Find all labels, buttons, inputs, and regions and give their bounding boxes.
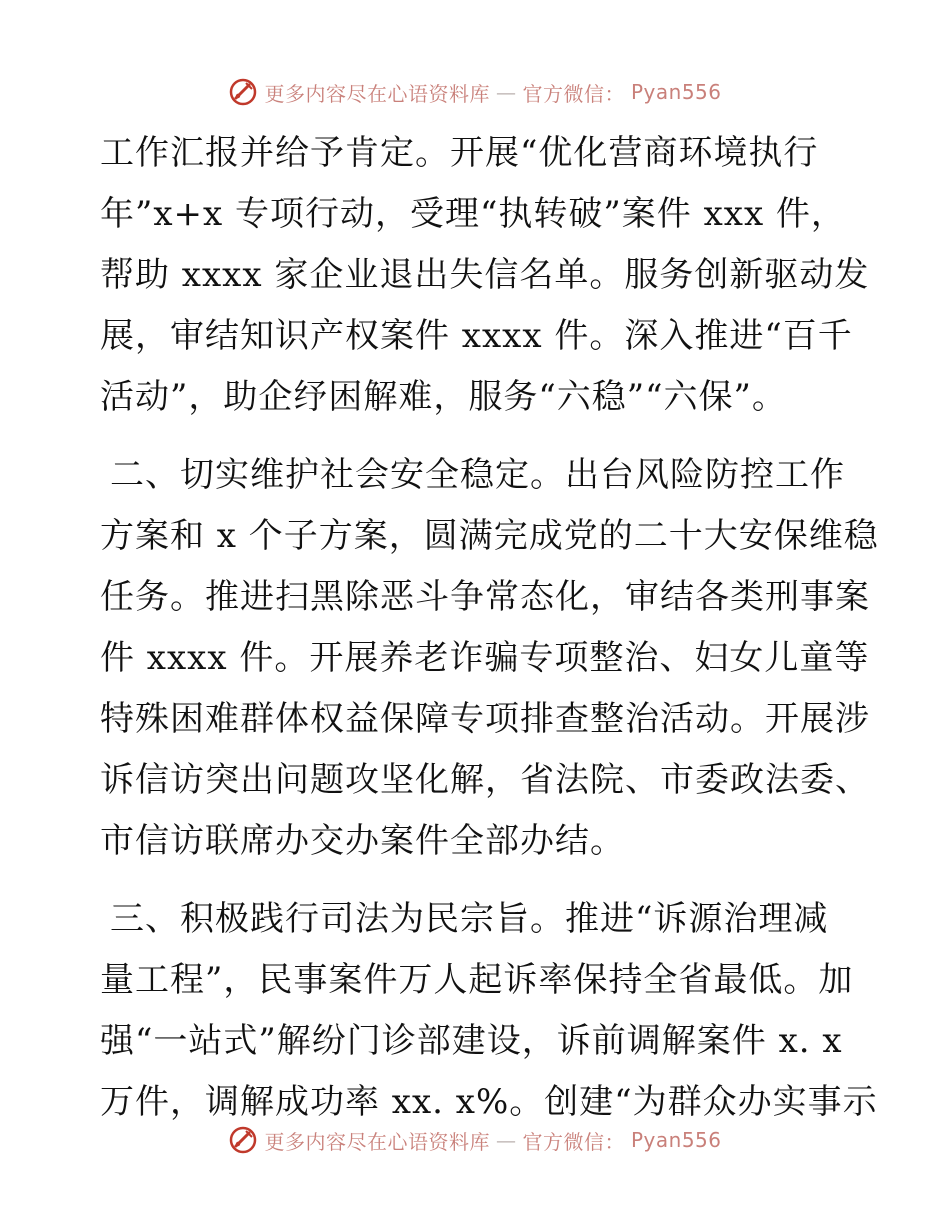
- text-line: 件 xxxx 件。开展养老诈骗专项整治、妇女儿童等: [100, 638, 870, 678]
- text-line: 方案和 x 个子方案，圆满完成党的二十大安保维稳: [100, 516, 879, 556]
- footer-watermark: [0, 1120, 950, 1160]
- logo-icon: [228, 1125, 258, 1155]
- text-line: 诉信访突出问题攻坚化解，省法院、市委政法委、: [100, 760, 870, 800]
- watermark-dash: —: [495, 1128, 517, 1152]
- watermark-label: 官方微信：: [522, 81, 625, 106]
- text-line: 特殊困难群体权益保障专项排查整治活动。开展涉: [100, 699, 870, 739]
- watermark-text: 更多内容尽在心语资料库: [264, 1129, 490, 1154]
- text-line: 年”x+x 专项行动，受理“执转破”案件 xxx 件，: [100, 194, 846, 234]
- watermark-wechat-id: Pyan556: [630, 1128, 722, 1152]
- paragraph-1: [100, 123, 870, 428]
- text-line: 万件，调解成功率 xx. x%。创建“为群众办实事示: [100, 1082, 878, 1122]
- watermark-wechat-id: Pyan556: [630, 80, 722, 104]
- text-line: 活动”，助企纾困解难，服务“六稳”“六保”。: [100, 377, 787, 417]
- logo-icon: [228, 77, 258, 107]
- text-line: 工作汇报并给予肯定。开展“优化营商环境执行: [100, 133, 819, 173]
- document-body: [100, 123, 879, 1133]
- text-line: 展，审结知识产权案件 xxxx 件。深入推进“百千: [100, 316, 853, 356]
- text-line: 任务。推进扫黑除恶斗争常态化，审结各类刑事案: [100, 577, 870, 617]
- text-line: 量工程”，民事案件万人起诉率保持全省最低。加: [100, 960, 854, 1000]
- text-line: 帮助 xxxx 家企业退出失信名单。服务创新驱动发: [100, 255, 870, 295]
- text-line: 市信访联席办交办案件全部办结。: [100, 821, 625, 861]
- watermark-text: 更多内容尽在心语资料库: [264, 81, 490, 106]
- paragraph-2: [100, 445, 879, 872]
- header-watermark: [0, 72, 950, 112]
- watermark-label: 官方微信：: [522, 1129, 625, 1154]
- watermark-dash: —: [495, 80, 517, 104]
- text-line: 强“一站式”解纷门诊部建设，诉前调解案件 x. x: [100, 1021, 843, 1061]
- text-line: 三、积极践行司法为民宗旨。推进“诉源治理减: [110, 899, 829, 939]
- text-line: 二、切实维护社会安全稳定。出台风险防控工作: [110, 455, 845, 495]
- paragraph-3: [100, 889, 878, 1133]
